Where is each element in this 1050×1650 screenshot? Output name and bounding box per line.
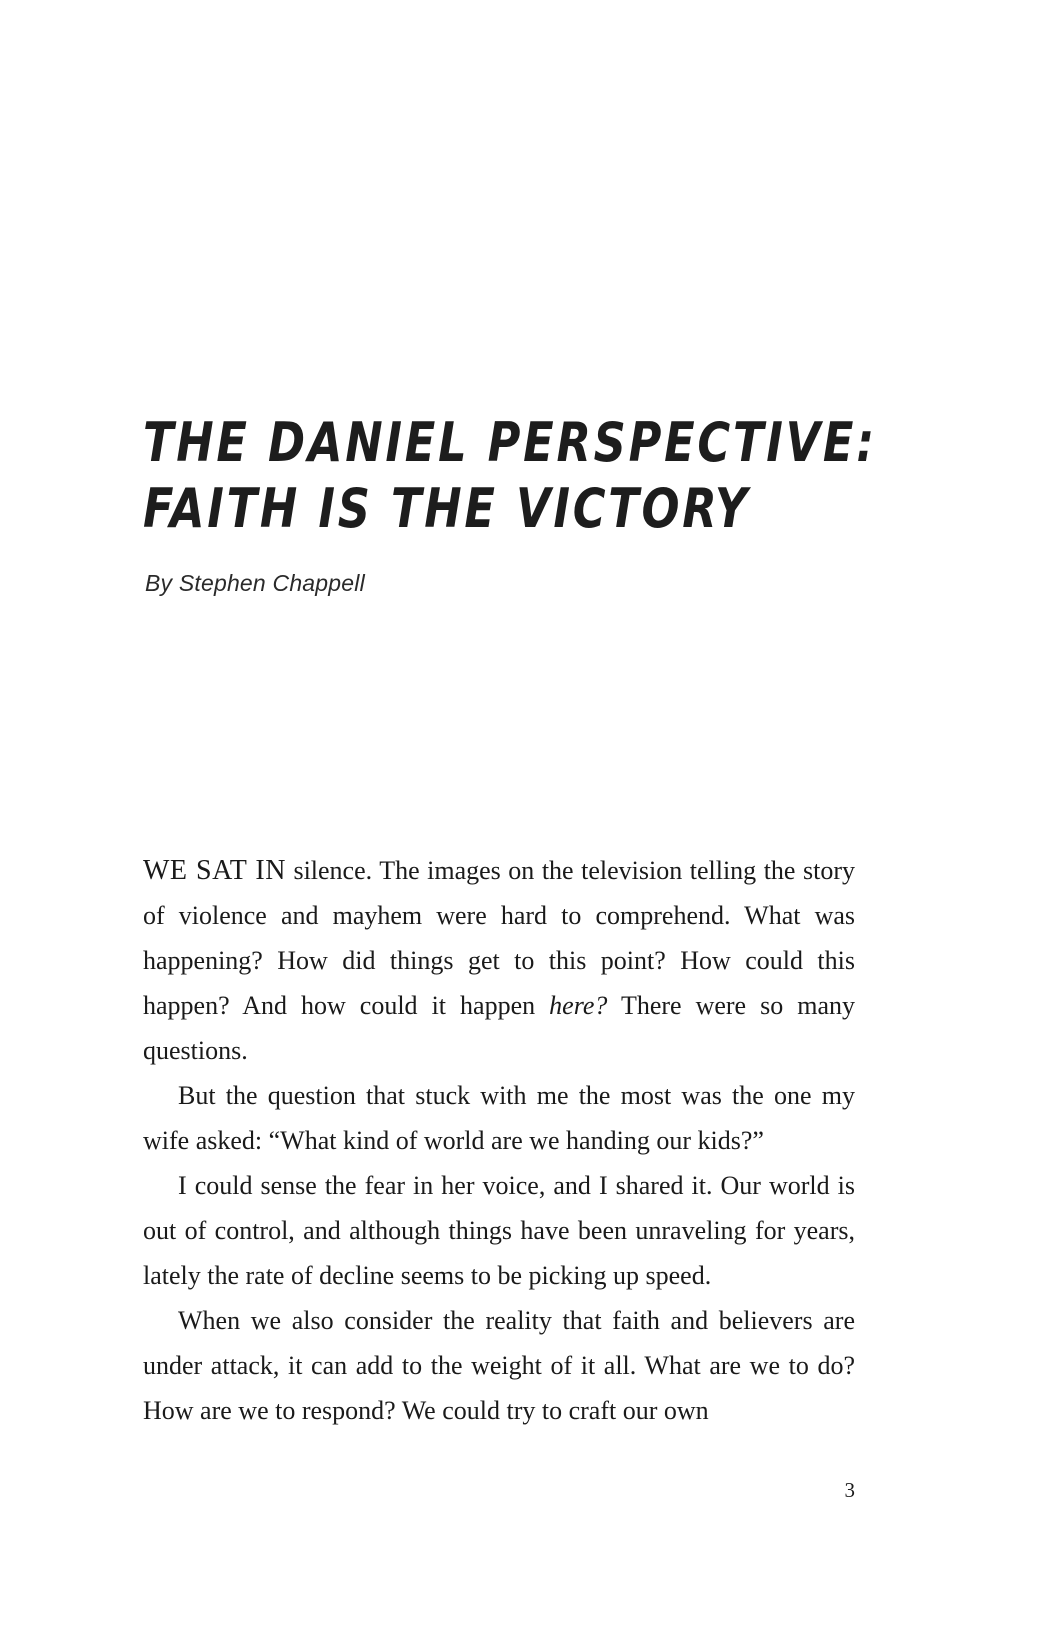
paragraph-1 — [143, 848, 855, 1073]
author-byline: By Stephen Chappell — [145, 570, 365, 596]
paragraph-1-text-end: There were so many questions. — [143, 991, 856, 1065]
paragraph-2: But the question that stuck with me the most was the one my wife asked: “What kind of world are we handing our kids?” — [143, 1081, 855, 1155]
chapter-title-line-1: THE DANIEL PERSPECTIVE: — [143, 411, 877, 474]
chapter-title-line-2: FAITH IS THE VICTORY — [143, 477, 751, 540]
lead-in-small-caps: WE SAT IN — [143, 855, 286, 886]
emphasis-text: here? — [549, 991, 608, 1020]
paragraph-1-text: silence. The images on the television telling the story of violence and mayhem were hard to comprehend. What was happening? How did things get to this point? How could this happen? And how could it happen — [143, 856, 855, 1020]
body-text — [143, 848, 855, 1433]
paragraph-4: When we also consider the reality that faith and believers are under attack, it can add to the weight of it all. What are we to do? How are we to respond? We could try to craft our own — [143, 1306, 855, 1425]
paragraph-3: I could sense the fear in her voice, and I shared it. Our world is out of control, and although things have been unraveling for years, lately the rate of decline seems to be picking up speed. — [143, 1171, 855, 1290]
page-number: 3 — [844, 1478, 855, 1502]
chapter-title — [143, 410, 903, 542]
